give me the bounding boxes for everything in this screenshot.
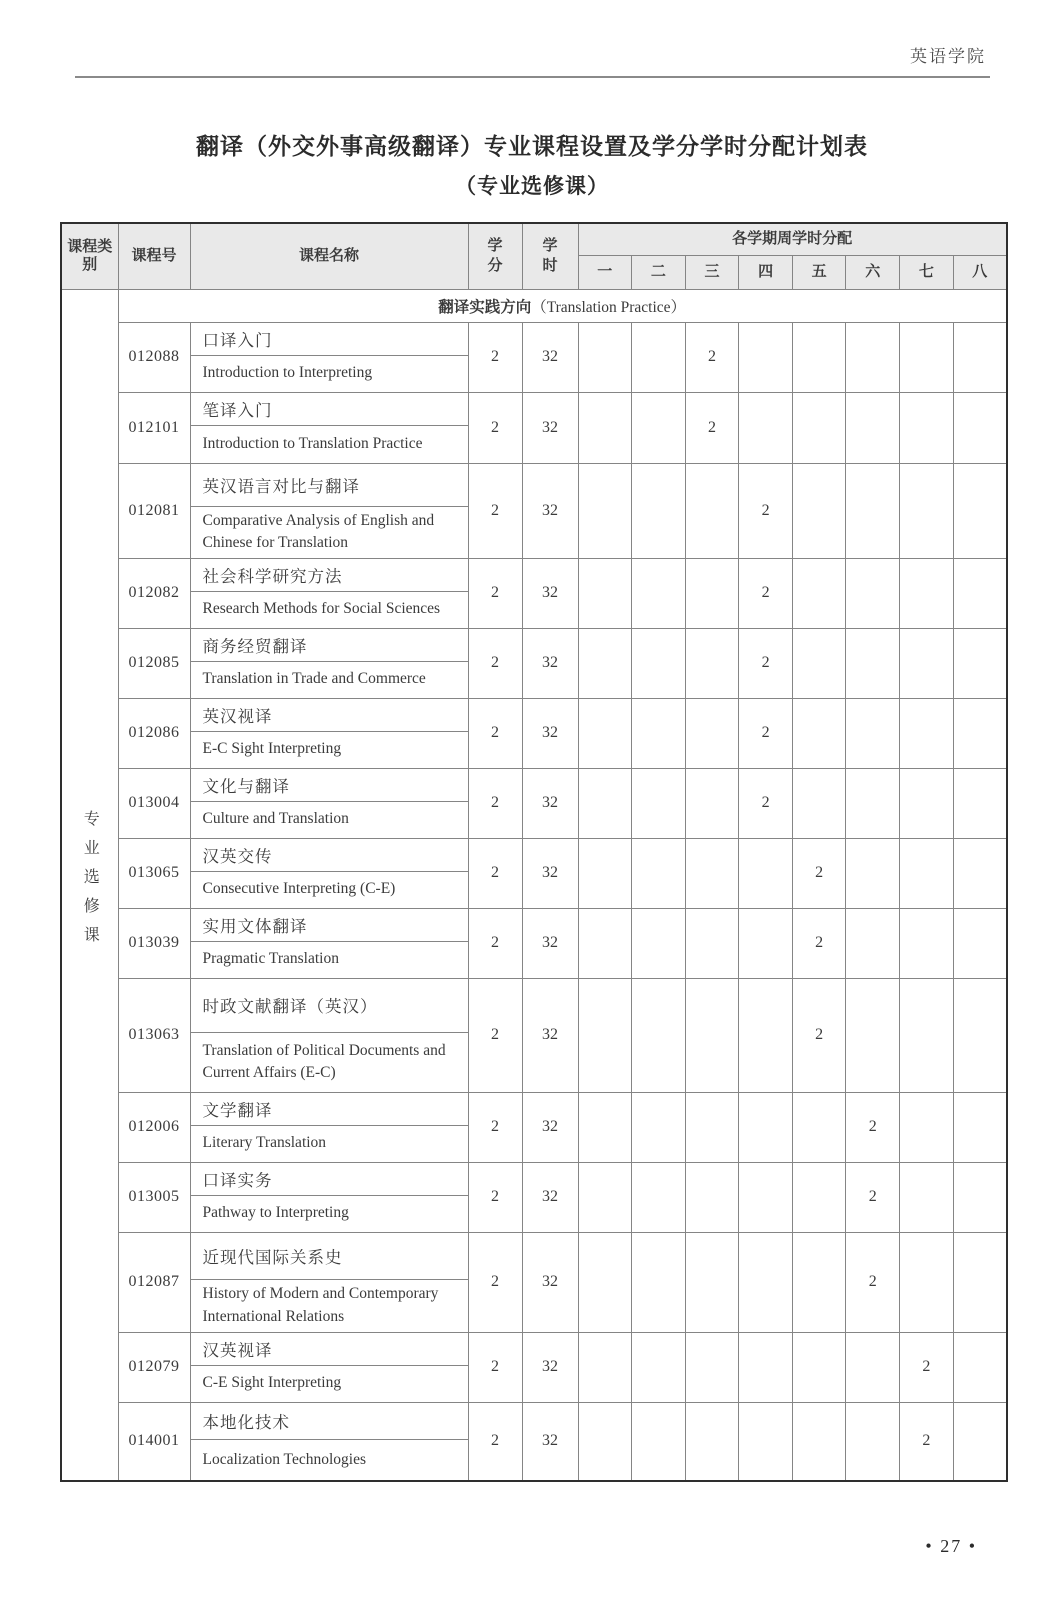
- semester-hours-cell: [900, 628, 954, 698]
- semester-hours-cell: [792, 392, 846, 463]
- course-name-cell: [190, 1402, 468, 1481]
- course-name-cn: 笔译入门: [191, 393, 468, 427]
- semester-hours-cell: [739, 978, 793, 1092]
- course-name-en: Translation of Political Documents and Current Affairs (E-C): [202, 1041, 446, 1082]
- course-name-cell: [190, 463, 468, 558]
- semester-hours-cell: [739, 1232, 793, 1332]
- course-hours: 32: [522, 558, 578, 628]
- semester-hours-cell: [685, 768, 739, 838]
- course-code: 012101: [118, 392, 190, 463]
- semester-hours-cell: [900, 1162, 954, 1232]
- header-sem-5: 五: [792, 255, 846, 289]
- running-header: 英语学院: [910, 47, 986, 66]
- course-table-wrap: [60, 222, 1008, 1482]
- semester-hours-cell: [846, 463, 900, 558]
- course-credits: 2: [468, 628, 522, 698]
- semester-hours-cell: [632, 768, 686, 838]
- course-name-en: E-C Sight Interpreting: [202, 740, 342, 758]
- semester-hours-cell: [578, 1162, 632, 1232]
- course-hours: 32: [522, 908, 578, 978]
- course-name-cn: 时政文献翻译（英汉）: [191, 979, 468, 1033]
- semester-hours-cell: 2: [900, 1332, 954, 1402]
- semester-hours-cell: [632, 1332, 686, 1402]
- category-label: 专业选修课: [81, 809, 99, 955]
- semester-hours-cell: [792, 1162, 846, 1232]
- course-name-cn: 近现代国际关系史: [191, 1233, 468, 1281]
- course-name-en: Introduction to Translation Practice: [202, 435, 423, 453]
- semester-hours-cell: [953, 628, 1007, 698]
- course-row: [61, 698, 1007, 768]
- semester-hours-cell: [632, 1092, 686, 1162]
- course-credits: 2: [468, 908, 522, 978]
- course-name-cell: [190, 1162, 468, 1232]
- course-code: 012082: [118, 558, 190, 628]
- semester-hours-cell: [953, 1402, 1007, 1481]
- semester-hours-cell: [900, 698, 954, 768]
- semester-hours-cell: [578, 463, 632, 558]
- semester-hours-cell: [685, 838, 739, 908]
- semester-hours-cell: [578, 322, 632, 392]
- course-credits: 2: [468, 768, 522, 838]
- course-name-cell: [190, 628, 468, 698]
- semester-hours-cell: [685, 1162, 739, 1232]
- course-hours: 32: [522, 978, 578, 1092]
- course-hours: 32: [522, 1402, 578, 1481]
- semester-hours-cell: 2: [685, 392, 739, 463]
- header-sem-6: 六: [846, 255, 900, 289]
- header-credits: 学分: [468, 223, 522, 289]
- semester-hours-cell: [632, 978, 686, 1092]
- semester-hours-cell: [953, 838, 1007, 908]
- semester-hours-cell: [578, 1332, 632, 1402]
- header-semester-group: 各学期周学时分配: [578, 223, 1007, 255]
- course-name-cell: [190, 698, 468, 768]
- semester-hours-cell: [900, 908, 954, 978]
- header-sem-1: 一: [578, 255, 632, 289]
- semester-hours-cell: [900, 978, 954, 1092]
- semester-hours-cell: [632, 838, 686, 908]
- course-name-cn: 口译入门: [191, 323, 468, 356]
- semester-hours-cell: [578, 698, 632, 768]
- course-row: [61, 392, 1007, 463]
- course-name-cell: [190, 768, 468, 838]
- semester-hours-cell: [578, 768, 632, 838]
- semester-hours-cell: [900, 838, 954, 908]
- semester-hours-cell: [578, 1402, 632, 1481]
- direction-row: [61, 289, 1007, 322]
- course-row: [61, 838, 1007, 908]
- semester-hours-cell: [846, 628, 900, 698]
- semester-hours-cell: [632, 1232, 686, 1332]
- course-credits: 2: [468, 463, 522, 558]
- semester-hours-cell: [578, 908, 632, 978]
- semester-hours-cell: 2: [792, 978, 846, 1092]
- semester-hours-cell: [792, 463, 846, 558]
- semester-hours-cell: [846, 558, 900, 628]
- course-name-en: Pathway to Interpreting: [202, 1204, 349, 1222]
- semester-hours-cell: [578, 838, 632, 908]
- course-credits: 2: [468, 838, 522, 908]
- semester-hours-cell: [900, 392, 954, 463]
- semester-hours-cell: [632, 1402, 686, 1481]
- semester-hours-cell: 2: [846, 1092, 900, 1162]
- semester-hours-cell: [900, 768, 954, 838]
- course-hours: 32: [522, 392, 578, 463]
- course-row: [61, 1092, 1007, 1162]
- semester-hours-cell: [739, 1332, 793, 1402]
- course-name-cn: 英汉语言对比与翻译: [191, 464, 468, 507]
- semester-hours-cell: 2: [792, 838, 846, 908]
- semester-hours-cell: 2: [846, 1162, 900, 1232]
- semester-hours-cell: [900, 1232, 954, 1332]
- semester-hours-cell: 2: [739, 768, 793, 838]
- course-name-cell: [190, 1232, 468, 1332]
- semester-hours-cell: [792, 1232, 846, 1332]
- course-code: 013005: [118, 1162, 190, 1232]
- course-name-en: Pragmatic Translation: [202, 950, 339, 968]
- semester-hours-cell: [632, 1162, 686, 1232]
- semester-hours-cell: [953, 463, 1007, 558]
- semester-hours-cell: [792, 1402, 846, 1481]
- course-name-cn: 实用文体翻译: [191, 909, 468, 942]
- course-hours: 32: [522, 463, 578, 558]
- course-row: [61, 1332, 1007, 1402]
- header-sem-4: 四: [739, 255, 793, 289]
- course-code: 013039: [118, 908, 190, 978]
- semester-hours-cell: [632, 628, 686, 698]
- course-name-en: Consecutive Interpreting (C-E): [202, 880, 396, 898]
- course-name-cn: 汉英交传: [191, 839, 468, 872]
- course-name-cn: 社会科学研究方法: [191, 559, 468, 592]
- header-sem-3: 三: [685, 255, 739, 289]
- semester-hours-cell: [846, 322, 900, 392]
- course-row: [61, 322, 1007, 392]
- course-name-en: Comparative Analysis of English and Chinese for Translation: [202, 511, 435, 552]
- semester-hours-cell: 2: [739, 698, 793, 768]
- semester-hours-cell: [685, 628, 739, 698]
- semester-hours-cell: [685, 463, 739, 558]
- semester-hours-cell: 2: [739, 558, 793, 628]
- header-hours: 学时: [522, 223, 578, 289]
- semester-hours-cell: [846, 698, 900, 768]
- semester-hours-cell: [632, 698, 686, 768]
- page-subtitle: （专业选修课）: [455, 175, 609, 198]
- semester-hours-cell: [739, 838, 793, 908]
- course-name-cell: [190, 1092, 468, 1162]
- course-name-cell: [190, 1332, 468, 1402]
- course-credits: 2: [468, 1232, 522, 1332]
- course-row: [61, 768, 1007, 838]
- course-name-cn: 文学翻译: [191, 1093, 468, 1126]
- course-hours: 32: [522, 1232, 578, 1332]
- direction-label-cn: 翻译实践方向: [438, 298, 532, 316]
- category-cell: [61, 289, 118, 1481]
- semester-hours-cell: 2: [739, 628, 793, 698]
- semester-hours-cell: [900, 463, 954, 558]
- course-name-cell: [190, 322, 468, 392]
- semester-hours-cell: [578, 392, 632, 463]
- course-code: 013063: [118, 978, 190, 1092]
- course-name-en: Translation in Trade and Commerce: [202, 670, 426, 688]
- semester-hours-cell: [739, 322, 793, 392]
- course-code: 013065: [118, 838, 190, 908]
- semester-hours-cell: [953, 322, 1007, 392]
- semester-hours-cell: [846, 908, 900, 978]
- semester-hours-cell: [632, 322, 686, 392]
- course-row: [61, 628, 1007, 698]
- course-name-cell: [190, 908, 468, 978]
- course-table: [60, 222, 1008, 1482]
- course-hours: 32: [522, 768, 578, 838]
- course-name-en: Literary Translation: [202, 1134, 327, 1152]
- semester-hours-cell: [900, 322, 954, 392]
- course-name-cell: [190, 558, 468, 628]
- semester-hours-cell: [632, 463, 686, 558]
- course-name-cn: 口译实务: [191, 1163, 468, 1196]
- semester-hours-cell: [685, 1402, 739, 1481]
- course-name-cn: 汉英视译: [191, 1333, 468, 1366]
- semester-hours-cell: [953, 558, 1007, 628]
- semester-hours-cell: [953, 1332, 1007, 1402]
- course-code: 012079: [118, 1332, 190, 1402]
- course-hours: 32: [522, 1162, 578, 1232]
- course-code: 012006: [118, 1092, 190, 1162]
- semester-hours-cell: 2: [739, 463, 793, 558]
- course-hours: 32: [522, 1332, 578, 1402]
- course-name-en: Research Methods for Social Sciences: [202, 600, 441, 618]
- course-row: [61, 1402, 1007, 1481]
- course-name-cell: [190, 978, 468, 1092]
- course-code: 012085: [118, 628, 190, 698]
- semester-hours-cell: [792, 1332, 846, 1402]
- semester-hours-cell: [792, 1092, 846, 1162]
- semester-hours-cell: [685, 698, 739, 768]
- course-code: 012087: [118, 1232, 190, 1332]
- course-credits: 2: [468, 1092, 522, 1162]
- semester-hours-cell: [953, 392, 1007, 463]
- course-credits: 2: [468, 322, 522, 392]
- semester-hours-cell: [685, 978, 739, 1092]
- course-credits: 2: [468, 978, 522, 1092]
- course-hours: 32: [522, 838, 578, 908]
- semester-hours-cell: 2: [792, 908, 846, 978]
- semester-hours-cell: [846, 978, 900, 1092]
- course-credits: 2: [468, 558, 522, 628]
- course-name-en: Localization Technologies: [202, 1450, 366, 1468]
- course-name-en: Introduction to Interpreting: [202, 364, 373, 382]
- semester-hours-cell: [792, 768, 846, 838]
- semester-hours-cell: [900, 558, 954, 628]
- semester-hours-cell: [578, 978, 632, 1092]
- semester-hours-cell: [578, 1232, 632, 1332]
- semester-hours-cell: [953, 1232, 1007, 1332]
- semester-hours-cell: [685, 908, 739, 978]
- course-name-cn: 商务经贸翻译: [191, 629, 468, 662]
- semester-hours-cell: [792, 322, 846, 392]
- header-category: 课程类别: [61, 223, 118, 289]
- page-number: • 27 •: [925, 1536, 977, 1556]
- semester-hours-cell: 2: [685, 322, 739, 392]
- header-rule: [75, 76, 990, 78]
- header-sem-7: 七: [900, 255, 954, 289]
- semester-hours-cell: [953, 908, 1007, 978]
- header-sem-8: 八: [953, 255, 1007, 289]
- course-code: 012088: [118, 322, 190, 392]
- course-credits: 2: [468, 392, 522, 463]
- course-name-cell: [190, 392, 468, 463]
- course-hours: 32: [522, 698, 578, 768]
- semester-hours-cell: [739, 1092, 793, 1162]
- semester-hours-cell: [953, 1092, 1007, 1162]
- course-name-cn: 本地化技术: [191, 1403, 468, 1440]
- course-row: [61, 1232, 1007, 1332]
- course-code: 012081: [118, 463, 190, 558]
- course-credits: 2: [468, 1332, 522, 1402]
- course-credits: 2: [468, 1402, 522, 1481]
- semester-hours-cell: [953, 1162, 1007, 1232]
- course-row: [61, 463, 1007, 558]
- header-course-name: 课程名称: [190, 223, 468, 289]
- semester-hours-cell: [739, 392, 793, 463]
- course-hours: 32: [522, 628, 578, 698]
- course-credits: 2: [468, 1162, 522, 1232]
- course-row: [61, 908, 1007, 978]
- semester-hours-cell: [792, 628, 846, 698]
- semester-hours-cell: [739, 1402, 793, 1481]
- semester-hours-cell: [953, 698, 1007, 768]
- header-sem-2: 二: [632, 255, 686, 289]
- semester-hours-cell: 2: [846, 1232, 900, 1332]
- semester-hours-cell: [685, 1332, 739, 1402]
- course-name-en: History of Modern and Contemporary International Relations: [202, 1285, 439, 1325]
- course-code: 012086: [118, 698, 190, 768]
- semester-hours-cell: [846, 768, 900, 838]
- semester-hours-cell: 2: [900, 1402, 954, 1481]
- semester-hours-cell: [792, 698, 846, 768]
- semester-hours-cell: [953, 768, 1007, 838]
- course-code: 013004: [118, 768, 190, 838]
- course-row: [61, 978, 1007, 1092]
- course-credits: 2: [468, 698, 522, 768]
- semester-hours-cell: [578, 628, 632, 698]
- course-name-cn: 英汉视译: [191, 699, 468, 732]
- header-course-no: 课程号: [118, 223, 190, 289]
- course-code: 014001: [118, 1402, 190, 1481]
- direction-cell: [118, 289, 1007, 322]
- course-hours: 32: [522, 1092, 578, 1162]
- semester-hours-cell: [685, 1092, 739, 1162]
- semester-hours-cell: [846, 392, 900, 463]
- course-name-cell: [190, 838, 468, 908]
- semester-hours-cell: [578, 1092, 632, 1162]
- course-name-en: Culture and Translation: [202, 810, 349, 828]
- semester-hours-cell: [846, 838, 900, 908]
- semester-hours-cell: [792, 558, 846, 628]
- semester-hours-cell: [632, 908, 686, 978]
- course-row: [61, 1162, 1007, 1232]
- semester-hours-cell: [685, 1232, 739, 1332]
- semester-hours-cell: [900, 1092, 954, 1162]
- semester-hours-cell: [685, 558, 739, 628]
- page-title: 翻译（外交外事高级翻译）专业课程设置及学分学时分配计划表: [196, 133, 868, 159]
- semester-hours-cell: [953, 978, 1007, 1092]
- course-hours: 32: [522, 322, 578, 392]
- course-row: [61, 558, 1007, 628]
- semester-hours-cell: [739, 908, 793, 978]
- course-name-en: C-E Sight Interpreting: [202, 1374, 342, 1392]
- semester-hours-cell: [632, 392, 686, 463]
- semester-hours-cell: [632, 558, 686, 628]
- semester-hours-cell: [846, 1402, 900, 1481]
- direction-label-en: （Translation Practice）: [531, 298, 687, 316]
- semester-hours-cell: [578, 558, 632, 628]
- semester-hours-cell: [739, 1162, 793, 1232]
- semester-hours-cell: [846, 1332, 900, 1402]
- course-name-cn: 文化与翻译: [191, 769, 468, 802]
